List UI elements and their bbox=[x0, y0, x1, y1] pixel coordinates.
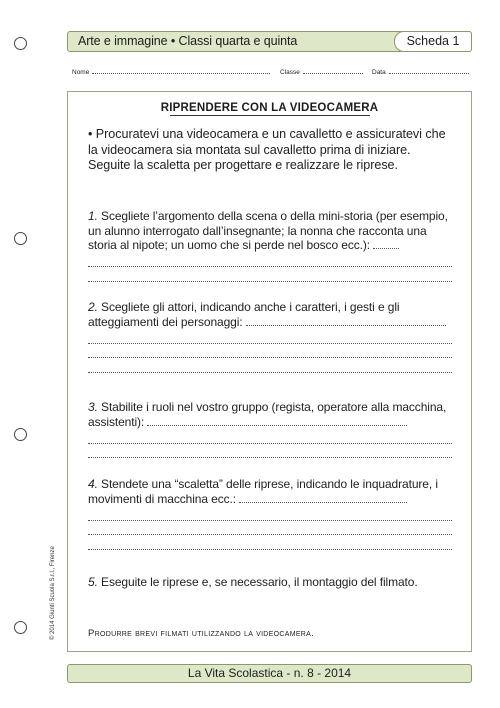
step-number: 2. bbox=[88, 300, 98, 314]
step-4 bbox=[88, 477, 452, 550]
step-text: Stendete una “scaletta” delle riprese, indicando le inquadrature, i movimenti di macchina ecc.: bbox=[88, 477, 438, 506]
answer-line[interactable] bbox=[246, 316, 446, 326]
title-underline bbox=[170, 115, 370, 116]
answer-line[interactable] bbox=[239, 493, 407, 503]
worksheet-title: RIPRENDERE CON LA VIDEOCAMERA bbox=[160, 102, 379, 114]
scheda-label: Scheda 1 bbox=[394, 31, 472, 52]
answer-line[interactable] bbox=[88, 444, 452, 459]
step-text: Scegliete l’argomento della scena o della mini-storia (per esempio, un alunno interrogato dall’insegnante; la nonna che racconta una storia al nipote; un uomo che si perde nel bosco ecc.): bbox=[88, 209, 448, 253]
step-3 bbox=[88, 400, 452, 458]
bottom-bar: La Vita Scolastica - n. 8 - 2014 bbox=[67, 664, 472, 683]
answer-line[interactable] bbox=[88, 344, 452, 359]
binder-hole-2 bbox=[14, 232, 27, 245]
answer-line[interactable] bbox=[88, 329, 452, 344]
step-number: 3. bbox=[88, 400, 98, 414]
answer-line[interactable] bbox=[88, 506, 452, 521]
answer-line[interactable] bbox=[88, 521, 452, 536]
answer-line[interactable] bbox=[88, 267, 452, 282]
answer-line[interactable] bbox=[88, 429, 452, 444]
binder-hole-4 bbox=[14, 621, 27, 634]
footer-note: Produrre brevi filmati utilizzando la videocamera. bbox=[88, 628, 315, 639]
nome-line[interactable] bbox=[92, 67, 270, 74]
student-fields bbox=[72, 67, 472, 79]
answer-line[interactable] bbox=[373, 239, 399, 249]
nome-field[interactable] bbox=[72, 67, 270, 76]
answer-line[interactable] bbox=[88, 253, 452, 268]
step-number: 1. bbox=[88, 209, 98, 223]
classe-field[interactable] bbox=[280, 67, 363, 76]
step-number: 4. bbox=[88, 477, 98, 491]
step-text: Eseguite le riprese e, se necessario, il montaggio del filmato. bbox=[101, 575, 418, 589]
step-number: 5. bbox=[88, 575, 98, 589]
data-field[interactable] bbox=[372, 67, 469, 76]
classe-line[interactable] bbox=[303, 67, 363, 74]
answer-line[interactable] bbox=[147, 416, 407, 426]
binder-hole-1 bbox=[14, 37, 27, 50]
header-title: Arte e immagine • Classi quarta e quinta bbox=[78, 34, 298, 48]
step-5 bbox=[88, 575, 452, 590]
copyright-text: © 2014 Giunti Scuola S.r.l., Firenze bbox=[50, 546, 56, 640]
step-text: Scegliete gli attori, indicando anche i caratteri, i gesti e gli atteggiamenti dei personaggi: bbox=[88, 300, 400, 329]
header-bar bbox=[67, 31, 472, 52]
binder-hole-3 bbox=[14, 428, 27, 441]
step-text: Stabilite i ruoli nel vostro gruppo (regista, operatore alla macchina, assistenti): bbox=[88, 400, 447, 429]
worksheet-box bbox=[67, 91, 472, 652]
step-2 bbox=[88, 300, 452, 373]
data-label: Data bbox=[372, 69, 386, 76]
data-line[interactable] bbox=[389, 67, 469, 74]
classe-label: Classe bbox=[280, 69, 300, 76]
step-1 bbox=[88, 209, 452, 282]
intro-text: • Procuratevi una videocamera e un cavalletto e assicuratevi che la videocamera sia montata sul cavalletto prima di iniziare. Seguite la scaletta per progettare e realizzare le riprese. bbox=[88, 127, 446, 173]
answer-line[interactable] bbox=[88, 358, 452, 373]
answer-line[interactable] bbox=[88, 535, 452, 550]
nome-label: Nome bbox=[72, 69, 90, 76]
